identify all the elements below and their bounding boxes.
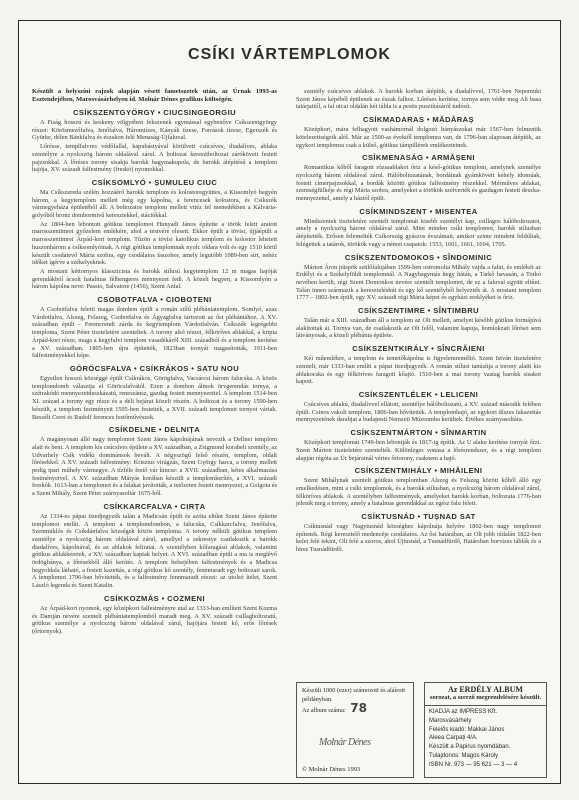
section-paragraph: Az 1804-ben lebontott gótikus templomot Hunyadi János építette a török felett aratott marosszentimrei győzelem emlékére, ahol a testvére elesett. Ekkor épült a tövisi, újjáépült a marosszentimrei Árpád-kori templom. Tűzön a tövisi katolikus templom és kolostor lehetett huszonhárom a csíksomlyóinak. A régi gótikus templomnak nyolc oldara volt és egy 1510 körül készült csodatevő Mária szobra, egy csodálatos faszobor, amely legutóbb 1989-ben sírt, nehéz időket ígérve a székelyeknek. [32, 220, 277, 267]
section-paragraph: Középkori templomát 1749-ben lebontják és 1817-ig építik. Az U alaku kerítése tornyát őrzi. Szent Márton tiszteletére szentelték. Különleges vonása a lőrésrendszer, és a régi templom alapján régóta az Úr bejáratnál vértes őrtorony, csaknem a hajó. [296, 439, 541, 462]
church-section [296, 390, 541, 424]
church-section [32, 425, 277, 498]
section-paragraph: Egyetlen hosszú községgé épült Csíkrákos, Görögfalva, Vacsárcsi három falucska. A közös templomdomb választja el Göröcsfalvától. Ezen a dombon álmok örvgerendás tornya, a szétrakódó mennyezetdeszkázatú, reneszánsz, gazdag festett mennyezettel. A templom 1514-ben XI. század a torony egy része és a déli bejárat közeli részén. A boltozat és a torony 1590-ben készült, a templom festményeit 1595-ben festették, a XVII. századi templomot tornyot vártak. Beszélt Cerei és Rudolf ferences festőművészek. [32, 374, 277, 421]
intro-text: Készült a helyszíni rajzok alapján vésett fametszetek után, az Úrnak 1993-as Esztendejében, Marosvásárhelyen id. Molnár Dénes grafikus költségén. [32, 88, 277, 103]
publisher-line: Készült a Papirus nyomdában. [429, 744, 511, 751]
right-column [296, 88, 541, 554]
church-section [32, 594, 277, 636]
section-heading: CSÍKKOZMÁS • COZMENI [104, 593, 205, 603]
section-heading: CSÍKDELNE • DELNIȚA [108, 425, 201, 435]
church-section [296, 207, 541, 249]
series-heading [425, 683, 546, 706]
church-section [296, 88, 541, 111]
section-heading: CSÍKKARCFALVA • CIRȚA [103, 501, 206, 511]
series-subtitle: sorozat, a szerző megrendelésére készült. [429, 694, 542, 701]
series-title: Az ERDÉLY ALBUM [448, 685, 523, 694]
publisher-line: KIADJA az IMPRESS Kft. [429, 709, 498, 715]
church-section [296, 306, 541, 340]
section-heading: CSÍKMINDSZENT • MISENTEA [359, 206, 478, 216]
section-paragraph: Romantikus kőből faragott rózsaablakot őriz a késő-gótikus templom, amelynek szentélye nyolcszög három oldalával zárul. Hálóboltozatának, bordáinak gyámköveit kehely idomúak, festett címerpajzsokkal, a bordák közötti gótikus falfestmény részekkel. Mérműves ablakai, szentségfülkéje és régi Mária szobra, amelyeket a törökök szétverték és gazdagon festett deszka-mennyezettel, amely a háztól épült. [296, 164, 541, 203]
edition-text: Készült 1000 (ezer) számozott és aláírott példányban. [302, 687, 405, 703]
church-section [32, 178, 277, 291]
publisher-line: Felelős kiadó: Makkai János [429, 726, 505, 733]
church-section [32, 295, 277, 360]
section-heading: CSÍKSZENTKIRÁLY • SÎNCRĂIENI [352, 344, 485, 354]
church-section [296, 253, 541, 303]
church-section [296, 466, 541, 508]
section-paragraph: Csúcsíves ablakú, diadalívvel ellátott, szentélye hálóboltozatú, a XV. század második felében épült. Csinos vakolt templom, 1806-ban bővítették. A templomhajó, az egykori díszes fakazettás mennyezetének darabjai a budapesti Nemzeti Múzeumba kerültek. Értékes szárnyasoltára. [296, 400, 541, 424]
publisher-line: Tulajdonos: Magos Károly [429, 752, 499, 759]
church-section [296, 153, 541, 203]
album-number-label: Az album száma: [302, 707, 346, 714]
section-paragraph: Ma Csíkszereda szélén hozzáérő barokk templom és kolostoregyüttes, a Kissomlyó hegyén három, a kegytemplom mellett még egy kápolna, a ferencesek kolostora, és Csíkszék vármegyeháza épületéből áll. A boltozatos templom mellett vitéz fel menedékben a Kálvária-golyóból bronz dombormivű keresztekkel, stációkkal. [32, 188, 277, 220]
section-heading: CSÍKSOMLYÓ • ȘUMULEU CIUC [91, 177, 218, 187]
section-heading: CSÍKMADARAS • MĂDĂRAȘ [362, 115, 475, 125]
section-heading: CSÍKSZENTGYÖRGY • CIUCSINGEORGIU [73, 108, 236, 117]
section-paragraph: Az 1334-es pápai tizedjegyzék talán a Madicsán épült és azóta eltűnt Szent János építette templomot említi. A templom a templomdombon, a falucska, Csíkkarcfalva, Jenőfalva, Szentmiklós és Csíkdánfalva községek közös temploma. A torony nélküli gótikus templom szentélye a nyolcszög három oldalával zárul, amellyel a sekrestye csatlakozik a barokk diadalíves, kápolnával, és az ablakok feliratai. A szentélyben kőfaragású ablakok, valamint gótikus ablakkeretek, a XV. században kaptak helyet. A XVI. században épült a ma is meglévő ördögbánya, a lőrésekből álló kerítés. A templom belsejében falfestmények és a Madicsa hegyoldala látható, a festett kazettás, a régi gótikus kő szentély, fennmaradt egy boltozati sarok. A templomot 1796-ban bővítették, és a falfestmény fennmaradt részei: az utolsó ítélet, Szent László legenda és Szent Katalin. [32, 512, 277, 590]
section-paragraph: szentély csúcsíves ablakok. A barokk korban átépítik, a diadalívvel, 1761-ben Nepomuki Szent János képéből épülenek az észak falhoz. Lőréses kerítése, tornya sem védte meg Ali basa tatárjaitól, a fal utcai oldalán két tábla is a pestis pusztításáról tudósít. [296, 88, 541, 111]
church-section [296, 428, 541, 462]
section-heading: CSÍKSZENTDOMOKOS • SÎNDOMINIC [344, 252, 493, 262]
section-heading: CSÍKSZENTIMRE • SÎNTIMBRU [357, 306, 480, 316]
signature: Molnár Dénes [319, 737, 371, 748]
church-section [296, 344, 541, 386]
page-title: CSÍKI VÁRTEMPLOMOK [188, 46, 391, 63]
section-heading: CSÍKMENASÁG • ARMĂȘENI [362, 153, 475, 163]
section-paragraph: Szent Mihálynak szentelt gótikus templomban Alszeg és Felszeg között kőből álló egy emelkedésen, mint a csíki templomok, és a barokk stílusban, a nyolcszög három oldalával zárul, félköríves ablakok. A szentélyben falfestmények, amelyeket barokk korban, boltozata 1776-ban jelenik meg a torony, amely a hatalmas gerendákkal az egész falu felett. [296, 477, 541, 508]
section-paragraph: A magányosan álló nagy templomot Szent János kápolnájának nevezik a Dellnei templom alatt és bent. A templom kis csúcsíves épülete a XV. században, a Zsigmond korabeli szentély, az Udvarhely Csík vidéki dominánsok bevált. A négyszögű felső részén, templom, oldalt lőrésekkel. A XV. századi falfestmény: Krisztus virágzás, Szent György harca, a torony mellett pedig ipari műhely vármegye. A tízféle festő vár kincse: a XVII. században, kétes alkalmazása festményeivel. A XV. században Mátyás korában készült a templomkerítés, a XVI. századi freskók. 1613-ban a templomot és a falakat javították, a tetőzeten festett mennyezet, a Golgota és a Szent Mihály, Szent Péter szárnyasoltár 1675-ből. [32, 436, 277, 498]
album-number-row [302, 701, 408, 716]
publisher-line: Marosvásárhely [429, 717, 472, 724]
left-sections [32, 108, 277, 636]
section-heading: CSÍKSZENTLÉLEK • LELICENI [358, 389, 479, 399]
publisher-lines [425, 706, 546, 772]
section-heading: CSÍKSZENTMIHÁLY • MIHĂILENI [354, 466, 483, 476]
album-number: 78 [350, 701, 367, 715]
section-heading: CSÍKSZENTMÁRTON • SÎNMARTIN [350, 428, 487, 438]
publisher-line: ISBN Nr. 973 — 95 621 — 3 — 4 [429, 761, 518, 768]
section-paragraph: Mindszentek tiszteletére szentelt templomát kisebb szentélyt kap, csillagos hálóboltozatot, amely a nyolcszög három oldalával zárul. Mint minden csíki templomot, barokk stílusban átépítették. Erősen felemelték Csíkország gyászos évszámait, amikor szinte mindent feldúltak, felégettek a tatárok, törökök vagy a német csapatok: 1553, 1601, 1661, 1694, 1705. [296, 217, 541, 248]
section-paragraph: A Fiság hosszú és keskeny völgyében fekszenek egymással egybenőve Csíkszentgyörgy részei: Körösmezőfalva, Jenőfalva, Háromtízes, Kányák tízese, Források tízese, Egerszék és Gyürke, délen Bánkfalva és északon felé Menaság-Újfaluval. [32, 119, 277, 142]
section-heading: GÖRÖCSFALVA • CSÍKRÁKOS • SATU NOU [69, 363, 240, 373]
copyright: © Molnár Dénes 1993 [302, 765, 361, 773]
section-paragraph: Csíktusnád vagy Nagytusnád községhez kápolnája helyére 1802-ben nagy templomot építenek. Régi keresztelő medencéje csodálatos. Az ősi határában, az Olt jobb oldalán 1822-ben kelet felé tekint, Olt felé a szoros, ahol Újtusnád, a Tusnádfürdő, Határsban borvizes táblák és a hires Tusnádfürdő. [296, 523, 541, 554]
section-paragraph: A Csobotfalva feletti magas dombon épült a román stílű plébániatemplom. Somlyó, azaz Várdotfalva, Alszeg, Felszeg, Csobotfalva és Ágyagfalva tartozott az ősi plébániához. A XV. században épült - Ferencrendi zárdа és kegytemplom Várdotfalván. Csíkszék legrégebbi temploma, Szent Péter tiszteletére szenteltek. A torony alsó részei, félköríves ablakkal, a kripta Árpád-kori része, maga a kegyfalvi templom vasadékáról XIII. századból és a templom kerítése a XV. században. 1805-ben újra építették, 1823ban tornyát magasították, 1911-ben falfestményekkel képe. [32, 306, 277, 360]
church-section [32, 502, 277, 590]
right-sections [296, 88, 541, 554]
left-column [32, 88, 277, 636]
church-section [296, 115, 541, 149]
edition-box [296, 682, 414, 778]
section-heading: CSOBOTFALVA • CIOBOTENI [97, 295, 212, 305]
section-paragraph: Lőrésse, templfalvres védőfallal, kapubástyával körülvett csúcsíves, diadalíves, ablaka szentélyre a nyolcszög három oldalával zárul. A boltozat keresztboltozat záróköveit festett pajzsokkal. A lőréses torony sisakja barokk hagymakupola, de barokk átépítésű a templom hajója, XV. századi falfestmény (freskó) nyomokkal. [32, 143, 277, 174]
church-section [32, 108, 277, 174]
section-paragraph: A mostani kéttornyos klasszicista és barokk stílusú kegytemplom 12 m magas hajóját gerendákból ácsolt hatalmas félhengeres mennyezet fedi. A közeli hegyen, a Kissomlyón a három kápolna neve: Passio, Salvatore (1456), Szent Antal. [32, 267, 277, 291]
section-paragraph: Márton Áron püspök szülőfalujában 1599-ben ostromolta Mihály vajda a falut, és emlékét az Erdélyi és a Székelyföldi templomnál. A Nagyhagymás hegy hátán, a Tarkő havasán, a Torkó nevében került, régi Szent Domonkos nevére szentelt templomot, de ez a faluval együtt eltűnt. Talán innen származik a kereszteléskút és egy kő szentélyből helyezték át. A mostani templom 1777 – 1802-ben épült, egy XV. századi régi Mária képet és egyházi ereklyéket is őriz. [296, 263, 541, 302]
section-paragraph: Az Árpád-kori nyomok, egy középkori falfestményre utal az 1333-ban említett Szent Kozma és Damján nevére szentelt plébániatemplomból maradt meg. A XV. századi csillagboltozatú, gótikus szentélye a nyolcszög három oldalával zárul, hajójára festett kő, erős lőrések (őrtornyok). [32, 604, 277, 635]
section-paragraph: Középkori, mára felhagyott vashámornál dolgozó bányászokat már 1567-ben felmentik kötelezettségeik alól. Már az 1500-as évektől templomra van, de 1796-ban alaposan átépítik, az egykori templomra csak a külső, gótikus támpillérek emlékeztetnek. [296, 126, 541, 149]
publisher-line: Aleea Carpați 4/A. [429, 735, 478, 742]
church-section [296, 512, 541, 554]
section-paragraph: Kéi műemlékre, a templom és temetőkápolna is figyelemreméltó. Szent István tiszteletére szentelt, már 1333-ban említi a pápai tizedjegyzék. A román stílust tanúsítja a torony alatti kis ablakocska és egy félköríves faragott kőajtó. 1510-ben a mai torony vastag barokk sisakot kapott. [296, 355, 541, 386]
info-boxes [296, 682, 547, 778]
section-heading: CSÍKTUSNÁD • TUȘNAD SAT [361, 512, 476, 522]
section-paragraph: Talán már a XIII. században áll a templom az Olt mellett, amelyet később gótikus formájúvá alakítottak át. Tornya van, de csatlakozik az Olt felől, valamint kapuja, homlokzati lőrései sem látványosak, a közeli plébánia épülete. [296, 317, 541, 340]
publisher-box [424, 682, 547, 778]
church-section [32, 364, 277, 421]
